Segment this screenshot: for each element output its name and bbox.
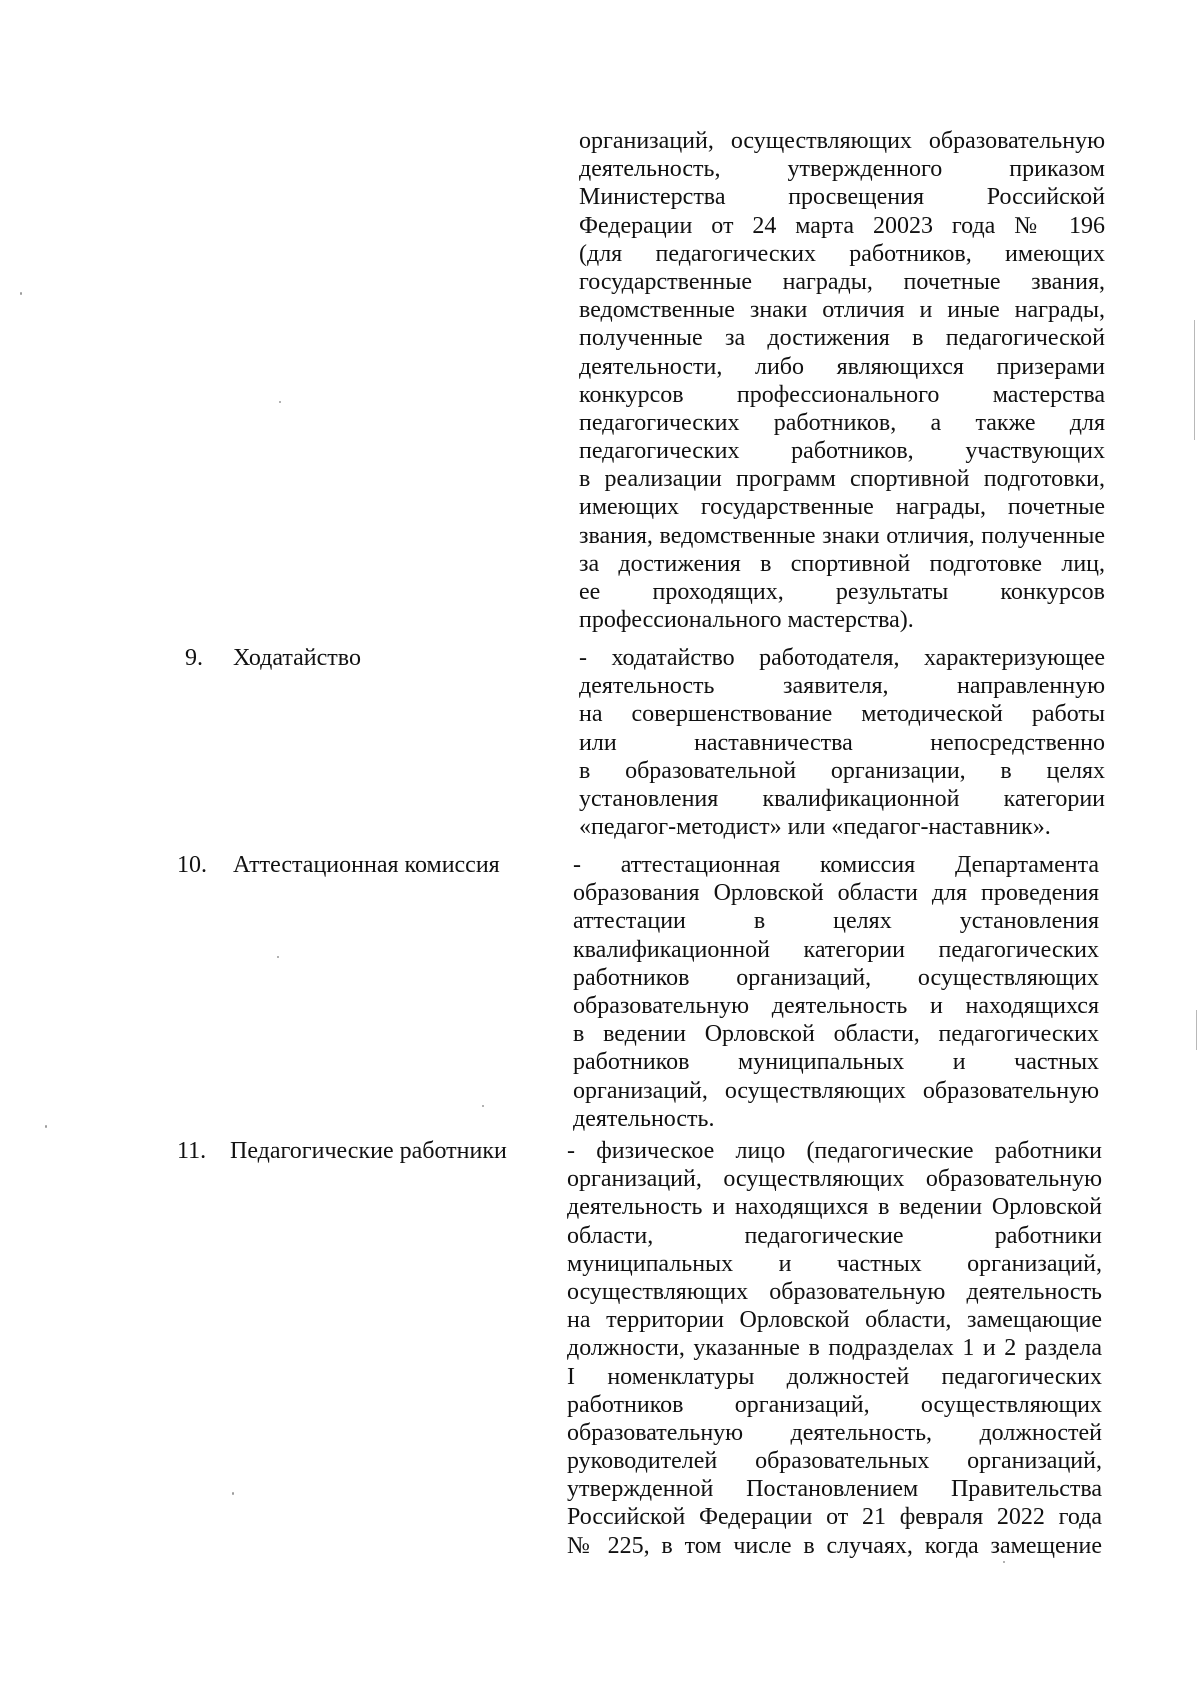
- scan-speck: [482, 1105, 484, 1107]
- text-line: педагогических работников, участвующих: [579, 438, 1105, 465]
- text-line: - физическое лицо (педагогические работники: [567, 1138, 1102, 1164]
- text-line: деятельности, либо являющихся призерами: [579, 353, 1105, 380]
- scan-edge-line: [1196, 1010, 1197, 1050]
- text-line: на совершенствование методической работы: [579, 701, 1105, 728]
- text-line: или наставничества непосредственно: [579, 729, 1105, 756]
- text-line: деятельность и находящихся в ведении Орловской: [567, 1194, 1102, 1221]
- text-line: организаций, осуществляющих образовательную: [567, 1166, 1102, 1193]
- text-line: «педагог-методист» или «педагог-наставник».: [579, 814, 1051, 841]
- text-line: звания, ведомственные знаки отличия, полученные: [579, 522, 1105, 549]
- text-line: - ходатайство работодателя, характеризующее: [579, 645, 1105, 671]
- text-line: работников муниципальных и частных: [573, 1049, 1099, 1076]
- text-line: ее проходящих, результаты конкурсов: [579, 579, 1105, 605]
- item-term: Ходатайство: [233, 645, 361, 671]
- text-line: в образовательной организации, в целях: [579, 757, 1105, 784]
- item-term: Педагогические работники: [230, 1138, 507, 1164]
- text-line: государственные награды, почетные звания,: [579, 268, 1105, 295]
- scan-speck: [232, 1492, 234, 1495]
- scan-edge-line: [1194, 320, 1195, 440]
- text-line: образования Орловской области для проведения: [573, 880, 1099, 907]
- text-line: образовательную деятельность, должностей: [567, 1419, 1102, 1446]
- item-number: 10.: [177, 852, 207, 878]
- scan-speck: [1003, 1561, 1005, 1563]
- text-line: в реализации программ спортивной подготовки,: [579, 466, 1105, 493]
- item-number: 11.: [177, 1138, 207, 1164]
- text-line: муниципальных и частных организаций,: [567, 1250, 1102, 1277]
- text-line: имеющих государственные награды, почетные: [579, 494, 1105, 521]
- text-line: I номенклатуры должностей педагогических: [567, 1363, 1102, 1390]
- text-line: Министерства просвещения Российской: [579, 184, 1105, 211]
- text-line: профессионального мастерства).: [579, 607, 914, 634]
- text-line: квалификационной категории педагогических: [573, 936, 1099, 963]
- scan-speck: [279, 401, 281, 403]
- text-line: работников организаций, осуществляющих: [567, 1391, 1102, 1418]
- text-line: деятельность, утвержденного приказом: [579, 156, 1105, 183]
- continuation-text: [579, 127, 1105, 634]
- text-line: на территории Орловской области, замещающие: [567, 1307, 1102, 1334]
- text-line: за достижения в спортивной подготовке лиц,: [579, 550, 1105, 577]
- text-line: деятельность заявителя, направленную: [579, 673, 1105, 700]
- text-line: в ведении Орловской области, педагогических: [573, 1021, 1099, 1048]
- text-line: установления квалификационной категории: [579, 785, 1105, 812]
- item-term: Аттестационная комиссия: [233, 852, 500, 878]
- text-line: осуществляющих образовательную деятельность: [567, 1278, 1102, 1305]
- text-line: конкурсов профессионального мастерства: [579, 381, 1105, 408]
- text-line: организаций, осуществляющих образовательную: [579, 128, 1105, 154]
- item-definition: [567, 1137, 1102, 1560]
- text-line: - аттестационная комиссия Департамента: [573, 852, 1099, 878]
- text-line: педагогических работников, а также для: [579, 409, 1105, 436]
- text-line: Федерации от 24 марта 20023 года № 196: [579, 212, 1105, 239]
- text-line: Российской Федерации от 21 февраля 2022 года: [567, 1504, 1102, 1531]
- text-line: аттестации в целях установления: [573, 908, 1099, 935]
- text-line: руководителей образовательных организаций,: [567, 1448, 1102, 1475]
- text-line: должности, указанные в подразделах 1 и 2 раздела: [567, 1335, 1102, 1362]
- text-line: № 225, в том числе в случаях, когда замещение: [567, 1532, 1102, 1559]
- text-line: (для педагогических работников, имеющих: [579, 240, 1105, 267]
- text-line: области, педагогические работники: [567, 1222, 1102, 1249]
- text-line: полученные за достижения в педагогической: [579, 325, 1105, 352]
- text-line: ведомственные знаки отличия и иные награды,: [579, 297, 1105, 324]
- item-number: 9.: [185, 645, 203, 671]
- scan-speck: [20, 292, 22, 295]
- text-line: деятельность.: [573, 1105, 715, 1132]
- item-definition: [573, 851, 1099, 1133]
- text-line: работников организаций, осуществляющих: [573, 964, 1099, 991]
- item-definition: [579, 644, 1105, 841]
- scan-speck: [45, 1125, 47, 1128]
- scan-speck: [277, 956, 279, 958]
- text-line: организаций, осуществляющих образовательную: [573, 1077, 1099, 1104]
- text-line: образовательную деятельность и находящихся: [573, 992, 1099, 1019]
- text-line: утвержденной Постановлением Правительства: [567, 1476, 1102, 1503]
